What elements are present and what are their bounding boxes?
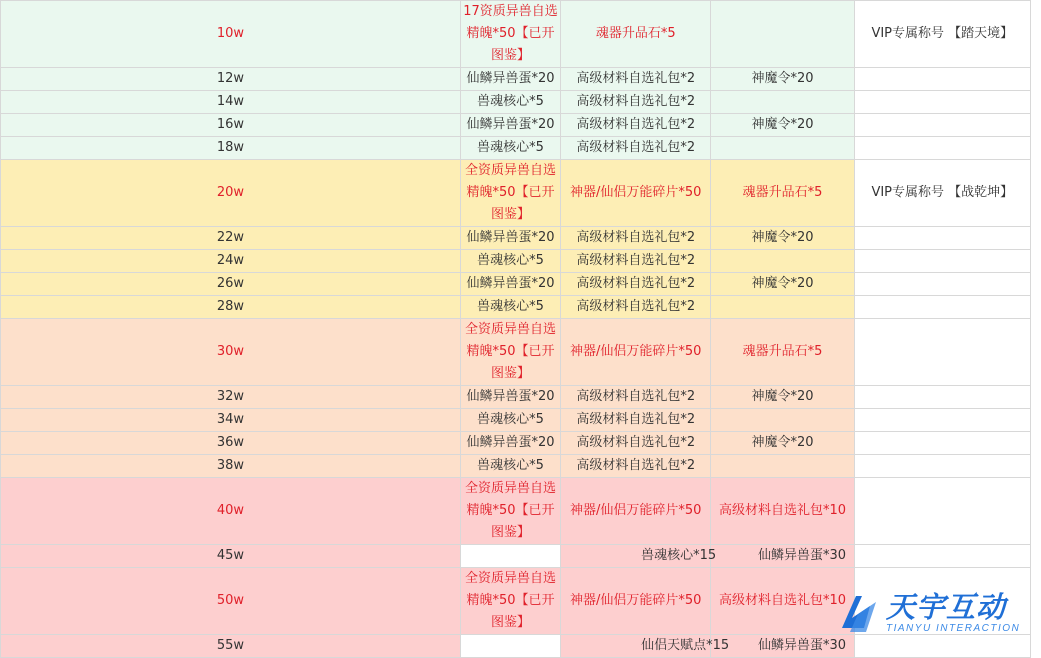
empty-cell[interactable] <box>854 478 1030 545</box>
tier-cell[interactable]: 50w <box>1 568 461 635</box>
reward-cell-3[interactable]: 魂器升品石*5 <box>711 319 854 386</box>
empty-cell[interactable] <box>854 409 1030 432</box>
vip-title-cell[interactable]: VIP专属称号 【战乾坤】 <box>854 160 1030 227</box>
tier-cell[interactable]: 45w <box>1 545 461 568</box>
tier-cell[interactable]: 16w <box>1 114 461 137</box>
tier-cell[interactable]: 34w <box>1 409 461 432</box>
reward-cell-3[interactable]: 神魔令*20 <box>711 68 854 91</box>
tier-cell[interactable]: 14w <box>1 91 461 114</box>
table-row <box>1 319 1031 386</box>
reward-cell-1[interactable]: 仙鳞异兽蛋*20 <box>460 273 560 296</box>
table-row <box>1 296 1031 319</box>
tier-cell[interactable]: 18w <box>1 137 461 160</box>
reward-cell-2[interactable]: 高级材料自选礼包*2 <box>561 68 711 91</box>
table-row <box>1 68 1031 91</box>
table-row <box>1 91 1031 114</box>
reward-cell-1[interactable]: 仙鳞异兽蛋*20 <box>460 68 560 91</box>
reward-cell-1[interactable] <box>460 545 560 568</box>
wing-logo-icon <box>836 588 884 636</box>
reward-cell-3[interactable] <box>711 409 854 432</box>
reward-cell-3[interactable]: 神魔令*20 <box>711 432 854 455</box>
reward-cell-2[interactable]: 高级材料自选礼包*2 <box>561 455 711 478</box>
reward-cell-1[interactable]: 兽魂核心*5 <box>460 409 560 432</box>
reward-cell-1[interactable]: 兽魂核心*5 <box>460 296 560 319</box>
reward-cell-3[interactable] <box>711 91 854 114</box>
reward-cell-2[interactable]: 神器/仙侣万能碎片*50 <box>561 319 711 386</box>
reward-cell-3[interactable]: 高级材料自选礼包*10 <box>711 568 854 635</box>
reward-cell-2[interactable]: 高级材料自选礼包*2 <box>561 409 711 432</box>
reward-cell-3[interactable] <box>711 455 854 478</box>
reward-cell-1[interactable]: 全资质异兽自选精魄*50【已开图鉴】 <box>460 319 560 386</box>
reward-cell-2[interactable]: 神器/仙侣万能碎片*50 <box>561 160 711 227</box>
reward-cell-1[interactable]: 兽魂核心*5 <box>460 91 560 114</box>
reward-cell-3[interactable]: 神魔令*20 <box>711 273 854 296</box>
empty-cell[interactable] <box>854 227 1030 250</box>
table-row <box>1 455 1031 478</box>
empty-cell[interactable] <box>854 319 1030 386</box>
tier-cell[interactable]: 26w <box>1 273 461 296</box>
reward-cell-1[interactable]: 全资质异兽自选精魄*50【已开图鉴】 <box>460 160 560 227</box>
reward-cell-3[interactable] <box>711 1 854 68</box>
reward-cell-1[interactable] <box>460 635 560 658</box>
empty-cell[interactable] <box>854 68 1030 91</box>
table-row <box>1 386 1031 409</box>
logo-name-en: TIANYU INTERACTION <box>886 622 1021 634</box>
reward-cell-2[interactable]: 高级材料自选礼包*2 <box>561 273 711 296</box>
vip-title-cell[interactable]: VIP专属称号 【踏天境】 <box>854 1 1030 68</box>
reward-table-body <box>1 1 1031 658</box>
tier-cell[interactable]: 10w <box>1 1 461 68</box>
tier-cell[interactable]: 36w <box>1 432 461 455</box>
sheet-right-margin <box>1031 0 1041 638</box>
empty-cell[interactable] <box>854 250 1030 273</box>
empty-cell[interactable] <box>854 296 1030 319</box>
reward-cell-1[interactable]: 全资质异兽自选精魄*50【已开图鉴】 <box>460 568 560 635</box>
table-row <box>1 250 1031 273</box>
tier-cell[interactable]: 22w <box>1 227 461 250</box>
reward-cell-3[interactable]: 魂器升品石*5 <box>711 160 854 227</box>
tier-cell[interactable]: 24w <box>1 250 461 273</box>
reward-cell-1[interactable]: 兽魂核心*5 <box>460 455 560 478</box>
reward-cell-3[interactable]: 仙鳞异兽蛋*30 <box>711 545 854 568</box>
tier-cell[interactable]: 28w <box>1 296 461 319</box>
empty-cell[interactable] <box>854 273 1030 296</box>
table-row <box>1 227 1031 250</box>
reward-cell-1[interactable]: 仙鳞异兽蛋*20 <box>460 386 560 409</box>
empty-cell[interactable] <box>854 432 1030 455</box>
reward-cell-2[interactable]: 神器/仙侣万能碎片*50 <box>561 478 711 545</box>
reward-cell-2[interactable]: 高级材料自选礼包*2 <box>561 386 711 409</box>
reward-cell-3[interactable] <box>711 137 854 160</box>
reward-cell-3[interactable]: 高级材料自选礼包*10 <box>711 478 854 545</box>
reward-cell-1[interactable]: 全资质异兽自选精魄*50【已开图鉴】 <box>460 478 560 545</box>
empty-cell[interactable] <box>854 91 1030 114</box>
reward-cell-2[interactable]: 高级材料自选礼包*2 <box>561 432 711 455</box>
reward-cell-1[interactable]: 兽魂核心*5 <box>460 250 560 273</box>
reward-cell-2[interactable]: 高级材料自选礼包*2 <box>561 137 711 160</box>
reward-cell-2[interactable]: 高级材料自选礼包*2 <box>561 91 711 114</box>
tier-cell[interactable]: 32w <box>1 386 461 409</box>
reward-cell-3[interactable] <box>711 250 854 273</box>
reward-cell-3[interactable]: 仙鳞异兽蛋*30 <box>711 635 854 658</box>
reward-cell-1[interactable]: 17资质异兽自选精魄*50【已开图鉴】 <box>460 1 560 68</box>
reward-cell-2[interactable]: 高级材料自选礼包*2 <box>561 227 711 250</box>
tier-cell[interactable]: 30w <box>1 319 461 386</box>
table-row <box>1 409 1031 432</box>
tianyu-logo <box>836 586 1041 638</box>
table-row <box>1 432 1031 455</box>
reward-cell-2[interactable]: 仙侣天赋点*15 <box>561 635 711 658</box>
reward-cell-1[interactable]: 兽魂核心*5 <box>460 137 560 160</box>
empty-cell[interactable] <box>854 455 1030 478</box>
tier-cell[interactable]: 20w <box>1 160 461 227</box>
reward-cell-2[interactable]: 兽魂核心*15 <box>561 545 711 568</box>
reward-cell-3[interactable]: 神魔令*20 <box>711 114 854 137</box>
table-row <box>1 545 1031 568</box>
reward-cell-1[interactable]: 仙鳞异兽蛋*20 <box>460 227 560 250</box>
reward-cell-2[interactable]: 神器/仙侣万能碎片*50 <box>561 568 711 635</box>
table-row <box>1 1 1031 68</box>
reward-cell-3[interactable] <box>711 296 854 319</box>
reward-cell-1[interactable]: 仙鳞异兽蛋*20 <box>460 114 560 137</box>
reward-cell-1[interactable]: 仙鳞异兽蛋*20 <box>460 432 560 455</box>
reward-cell-2[interactable]: 高级材料自选礼包*2 <box>561 250 711 273</box>
reward-cell-3[interactable]: 神魔令*20 <box>711 227 854 250</box>
table-row <box>1 273 1031 296</box>
tier-cell[interactable]: 40w <box>1 478 461 545</box>
reward-cell-3[interactable]: 神魔令*20 <box>711 386 854 409</box>
tier-cell[interactable]: 12w <box>1 68 461 91</box>
logo-name-cn: 天宇互动 <box>886 589 1007 624</box>
reward-cell-2[interactable]: 高级材料自选礼包*2 <box>561 114 711 137</box>
empty-cell[interactable] <box>854 137 1030 160</box>
tier-cell[interactable]: 55w <box>1 635 461 658</box>
reward-cell-2[interactable]: 高级材料自选礼包*2 <box>561 296 711 319</box>
table-row <box>1 478 1031 545</box>
table-row <box>1 137 1031 160</box>
empty-cell[interactable] <box>854 386 1030 409</box>
empty-cell[interactable] <box>854 114 1030 137</box>
empty-cell[interactable] <box>854 545 1030 568</box>
reward-cell-2[interactable]: 魂器升品石*5 <box>561 1 711 68</box>
table-row <box>1 160 1031 227</box>
tier-cell[interactable]: 38w <box>1 455 461 478</box>
table-row <box>1 114 1031 137</box>
